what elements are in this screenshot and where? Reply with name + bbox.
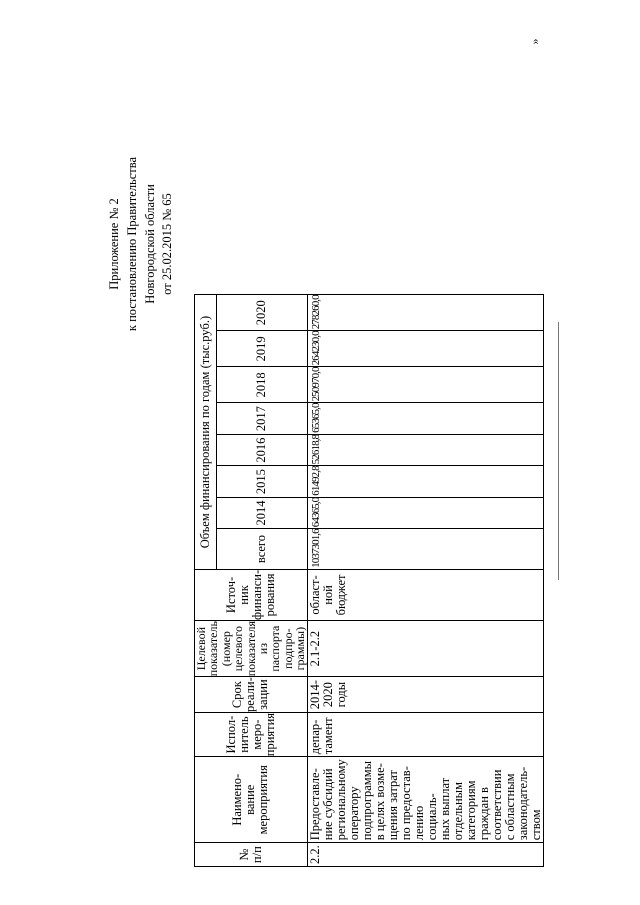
cell-2015: 61492,8 — [307, 466, 543, 497]
col-header-num: № п/п — [195, 843, 308, 867]
signature-line — [558, 322, 559, 580]
col-header-2015: 2015 — [217, 466, 308, 497]
col-header-name: Наимено- вание мероприятия — [195, 757, 308, 843]
cell-term: 2014- 2020 годы — [307, 677, 543, 713]
financing-table-wrapper — [194, 294, 544, 867]
region-name: Новгородской области — [142, 184, 157, 304]
cell-name: Предоставле- ние субсидий региональному оператору подпрограммы в целях возме- щения затрат по предостав- лению социаль- ных выплат отдельным категориям граждан в соответствии с областным законодатель- ством — [307, 757, 543, 843]
col-header-executor: Испол- нитель меро- приятия — [195, 712, 308, 756]
cell-2020: 278260,0 — [307, 295, 543, 331]
col-header-2016: 2016 — [217, 434, 308, 465]
col-header-2020: 2020 — [217, 295, 308, 331]
decree-date-number: от 25.02.2015 № 65 — [160, 193, 175, 295]
cell-num: 2.2. — [307, 843, 543, 867]
cell-executor: депар- тамент — [307, 712, 543, 756]
col-header-financing: Объем финансирования по годам (тыс.руб.) — [195, 295, 217, 570]
col-header-total: всего — [217, 529, 308, 570]
decree-reference: к постановлению Правительства — [124, 156, 139, 332]
cell-2017: 65365,0 — [307, 403, 543, 434]
col-header-2017: 2017 — [217, 403, 308, 434]
cell-2019: 264230,0 — [307, 331, 543, 367]
closing-quote-mark: » — [527, 38, 542, 45]
cell-2018: 250970,0 — [307, 367, 543, 403]
col-header-2019: 2019 — [217, 331, 308, 367]
col-header-source: Источ- ник финанси- рования — [195, 569, 308, 620]
col-header-2014: 2014 — [217, 497, 308, 528]
col-header-indicator: Целевой показатель (номер целевого показателя из паспорта подпро- граммы) — [194, 621, 308, 677]
cell-indicator: 2.1-2.2 — [307, 621, 543, 677]
col-header-2018: 2018 — [217, 367, 308, 403]
col-header-term: Срок реали- зации — [195, 677, 308, 713]
cell-2014: 64365,0 — [307, 497, 543, 528]
cell-source: област- ной бюджет — [307, 569, 543, 620]
cell-2016: 52618,8 — [307, 434, 543, 465]
appendix-title: Приложение № 2 — [107, 198, 121, 290]
table-row — [307, 295, 543, 867]
cell-total: 1037301,6 — [307, 529, 543, 570]
financing-table — [194, 294, 544, 867]
document-header — [106, 74, 177, 414]
